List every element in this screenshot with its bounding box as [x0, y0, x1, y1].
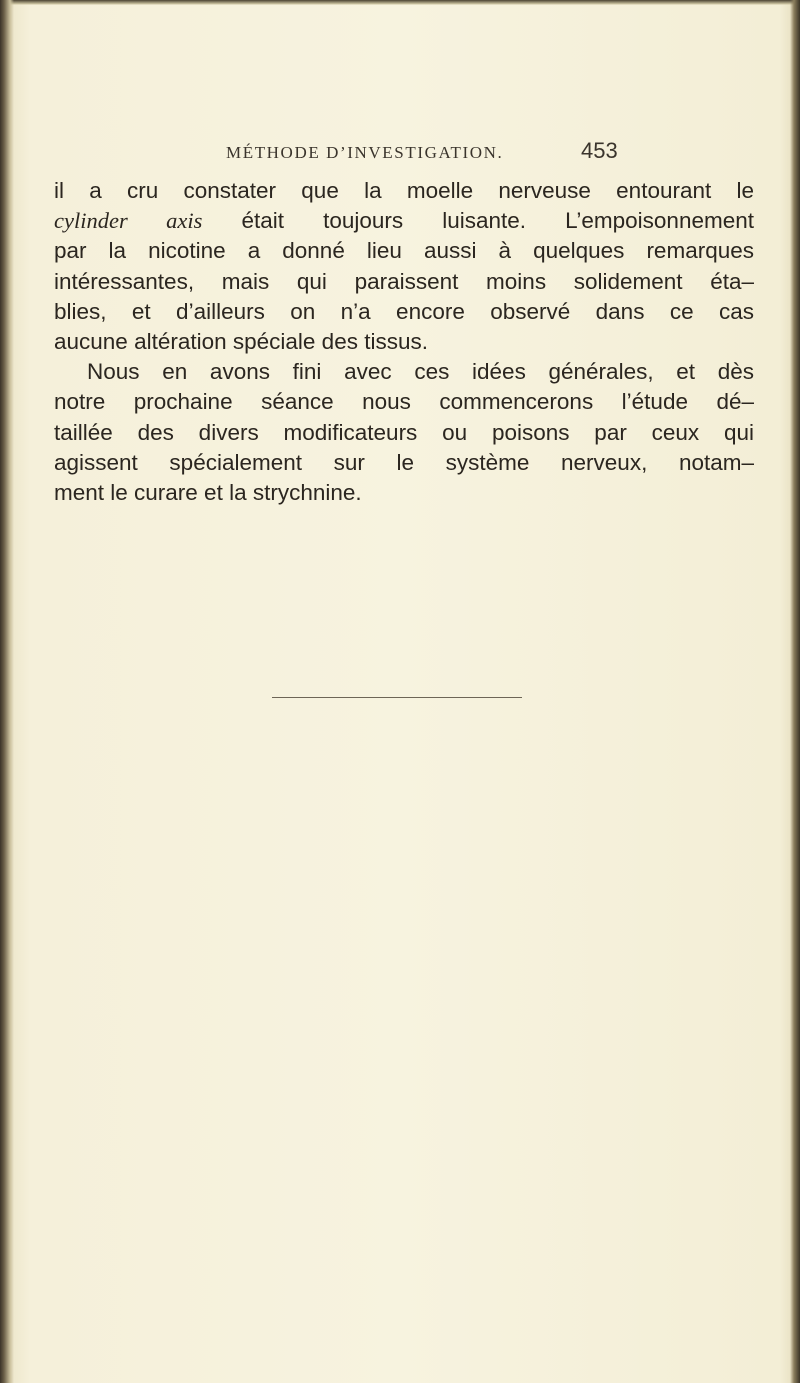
page-top-edge: [0, 0, 800, 5]
line-text: notre prochaine séance nous commencerons l’étude dé–: [54, 389, 754, 415]
line-text: ment le curare et la strychnine.: [54, 479, 362, 505]
italic-term: cylinder axis: [54, 208, 203, 234]
text-line: [54, 387, 754, 417]
page-header: [226, 138, 626, 168]
text-line: [54, 418, 754, 448]
line-text: était toujours luisante. L’empoisonnement: [202, 208, 754, 234]
end-rule: [272, 697, 522, 698]
line-text: il a cru constater que la moelle nerveuse entourant le: [54, 178, 754, 203]
text-line: [54, 448, 754, 478]
line-text: taillée des divers modificateurs ou poisons par ceux qui: [54, 419, 754, 445]
body-text: [54, 176, 754, 508]
line-text: Nous en avons fini avec ces idées générales, et dès: [87, 359, 754, 385]
line-text: intéressantes, mais qui paraissent moins solidement éta–: [54, 268, 754, 294]
text-line: [54, 236, 754, 266]
text-line: [54, 327, 754, 357]
line-text: par la nicotine a donné lieu aussi à quelques remarques: [54, 238, 754, 264]
line-text: agissent spécialement sur le système nerveux, notam–: [54, 449, 754, 475]
page-number: 453: [581, 138, 618, 163]
line-text: blies, et d’ailleurs on n’a encore observé dans ce cas: [54, 298, 754, 324]
line-text: aucune altération spéciale des tissus.: [54, 328, 428, 354]
text-line: [54, 357, 754, 387]
paragraph: [54, 357, 754, 508]
text-line: [54, 297, 754, 327]
right-page-edge: [790, 0, 800, 1383]
left-binding-edge: [0, 0, 14, 1383]
text-line: [54, 267, 754, 297]
text-line: [54, 176, 754, 206]
text-line: [54, 206, 754, 236]
running-head: MÉTHODE D’INVESTIGATION.: [226, 143, 504, 162]
paragraph: [54, 176, 754, 357]
text-line: [54, 478, 754, 508]
